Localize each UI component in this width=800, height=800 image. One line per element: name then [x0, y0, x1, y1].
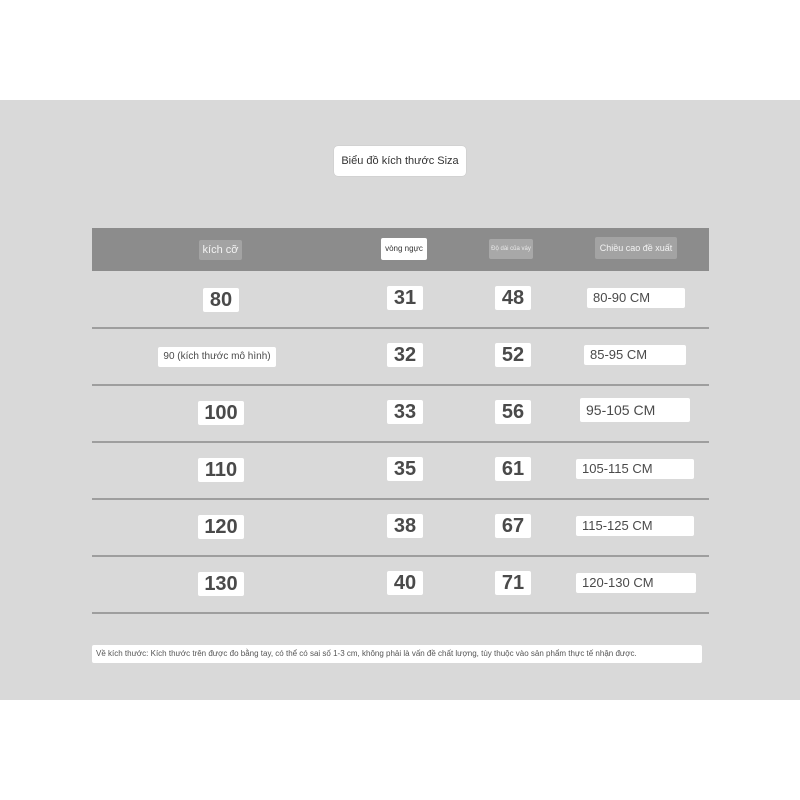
header-size: kích cỡ	[199, 240, 242, 260]
length-value: 61	[495, 457, 531, 481]
length-value: 56	[495, 400, 531, 424]
length-value: 67	[495, 514, 531, 538]
chest-value: 33	[387, 400, 423, 424]
height-value: 105-115 CM	[576, 459, 694, 479]
table-row	[92, 272, 709, 329]
size-value: 130	[198, 572, 244, 596]
header-chest: vòng ngực	[381, 238, 427, 260]
height-value: 115-125 CM	[576, 516, 694, 536]
length-value: 48	[495, 286, 531, 310]
size-value: 110	[198, 458, 244, 482]
table-row	[92, 386, 709, 443]
chest-value: 31	[387, 286, 423, 310]
row-divider	[92, 612, 709, 614]
size-value: 90 (kích thước mô hình)	[158, 347, 276, 367]
height-value: 80-90 CM	[587, 288, 685, 308]
header-height: Chiều cao đề xuất	[595, 237, 677, 259]
measurement-note: Về kích thước: Kích thước trên được đo bằng tay, có thể có sai số 1-3 cm, không phải là vấn đề chất lượng, tùy thuộc vào sản phẩm thực tế nhận được.	[92, 645, 702, 663]
chart-title: Biểu đồ kích thước Siza	[334, 146, 466, 176]
height-value: 85-95 CM	[584, 345, 686, 365]
table-row	[92, 443, 709, 500]
height-value: 95-105 CM	[580, 398, 690, 422]
length-value: 52	[495, 343, 531, 367]
size-value: 100	[198, 401, 244, 425]
chest-value: 40	[387, 571, 423, 595]
header-length: Độ dài của váy	[489, 239, 533, 259]
table-header	[92, 228, 709, 271]
table-row	[92, 557, 709, 614]
chest-value: 38	[387, 514, 423, 538]
height-value: 120-130 CM	[576, 573, 696, 593]
chest-value: 32	[387, 343, 423, 367]
table-row	[92, 500, 709, 557]
length-value: 71	[495, 571, 531, 595]
chest-value: 35	[387, 457, 423, 481]
table-row	[92, 329, 709, 386]
size-value: 80	[203, 288, 239, 312]
size-value: 120	[198, 515, 244, 539]
